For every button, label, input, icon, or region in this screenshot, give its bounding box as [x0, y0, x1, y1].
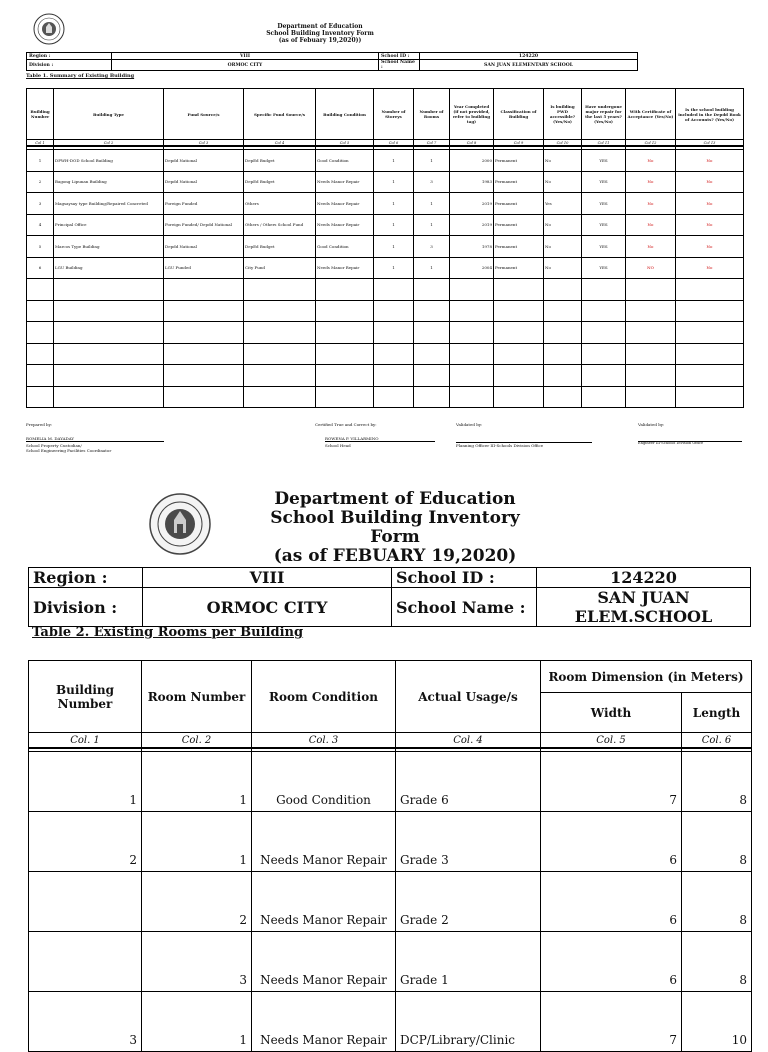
table-cell: Col. 4 [396, 733, 541, 749]
table-cell [54, 343, 164, 365]
table-cell: Grade 6 [396, 752, 541, 812]
table-row [29, 872, 752, 932]
page1-header-table [26, 52, 638, 71]
table-cell [27, 365, 54, 387]
table-cell: Col. 5 [541, 733, 682, 749]
table-cell: YES [582, 257, 626, 279]
table-cell: Is the school building included in the Depdd Book of Accounts? (Yes/No) [676, 89, 744, 140]
table-cell [544, 322, 582, 344]
table-cell: YES [582, 150, 626, 172]
table-cell: Depdd National [164, 171, 244, 193]
table-cell: Col. 3 [252, 733, 396, 749]
page2-header-table [28, 567, 751, 627]
table-cell: Grade 2 [396, 872, 541, 932]
table-cell [494, 386, 544, 408]
table-cell: No [676, 214, 744, 236]
table-cell [54, 322, 164, 344]
table-cell [164, 279, 244, 301]
table-cell: 7 [541, 992, 682, 1052]
table-cell [414, 386, 450, 408]
prepared-by-label: Prepared by: [26, 422, 53, 427]
table-cell: No [544, 214, 582, 236]
table-cell: School ID : [379, 53, 420, 60]
table-cell [582, 365, 626, 387]
prepared-by-name: ROMELIA M. DAYADAY [26, 436, 164, 442]
table-cell: Yes [544, 193, 582, 215]
table-cell [626, 300, 676, 322]
table-cell [29, 932, 142, 992]
table-cell: Good Condition [316, 236, 374, 258]
table-cell [494, 343, 544, 365]
table-cell: 1 [142, 752, 252, 812]
table-cell: VIII [112, 53, 379, 60]
table-cell [494, 300, 544, 322]
table-cell [164, 322, 244, 344]
table-row [27, 171, 744, 193]
table-cell: No [626, 150, 676, 172]
table-cell: Classification of Building [494, 89, 544, 140]
table-cell [27, 386, 54, 408]
table-cell [544, 279, 582, 301]
table2-col-label-row [29, 733, 752, 749]
table-cell: 3 [414, 236, 450, 258]
table-cell: No [676, 193, 744, 215]
table-cell: Region : [27, 53, 112, 60]
table-cell [164, 365, 244, 387]
table-cell: 3 [29, 992, 142, 1052]
table-cell: YES [582, 214, 626, 236]
table-cell [374, 300, 414, 322]
table-cell [316, 322, 374, 344]
table-cell [676, 365, 744, 387]
table-cell: YES [582, 236, 626, 258]
table-cell [316, 279, 374, 301]
table-cell: Division : [29, 588, 143, 627]
table-cell: Foreign Funded [164, 193, 244, 215]
table-cell: No [544, 236, 582, 258]
table-cell: 6 [541, 932, 682, 992]
table-cell: Good Condition [316, 150, 374, 172]
table-row [29, 992, 752, 1052]
table-row [27, 214, 744, 236]
table-cell [676, 279, 744, 301]
table-cell [450, 365, 494, 387]
table-cell: 1 [27, 150, 54, 172]
deped-seal-icon [148, 492, 212, 556]
table-cell: Needs Manor Repair [316, 171, 374, 193]
table-cell [164, 386, 244, 408]
table-cell: 1978 [450, 236, 494, 258]
table-cell [626, 279, 676, 301]
table-cell [626, 386, 676, 408]
table2-header-row-1 [29, 661, 752, 693]
table-cell: 1 [374, 171, 414, 193]
validated2-by-label: Validated by: [638, 422, 665, 427]
table-cell: Needs Manor Repair [316, 214, 374, 236]
table-cell: Room Number [142, 661, 252, 733]
table-cell: No [544, 257, 582, 279]
table-cell: DepEd Budget [244, 171, 316, 193]
table-cell [450, 386, 494, 408]
table-cell: 1983 [450, 171, 494, 193]
table-cell [27, 279, 54, 301]
table-cell: Building Number [29, 661, 142, 733]
table-cell: Room Condition [252, 661, 396, 733]
validated2-by-role: Engineer III-Schools Division Office [638, 441, 704, 445]
table-cell: 1 [374, 193, 414, 215]
table-cell [414, 365, 450, 387]
table-cell: Col 8 [450, 140, 494, 147]
table-cell [626, 322, 676, 344]
table-cell [374, 279, 414, 301]
table-cell: 1 [142, 992, 252, 1052]
table-cell [244, 322, 316, 344]
table-cell [164, 300, 244, 322]
table-cell: SAN JUAN ELEM.SCHOOL [537, 588, 751, 627]
table-cell: No [626, 214, 676, 236]
table-cell: LGU Building [54, 257, 164, 279]
table-cell [316, 343, 374, 365]
table-cell: VIII [143, 568, 392, 588]
table-cell [27, 322, 54, 344]
table-cell: No [626, 171, 676, 193]
table2-existing-rooms [28, 660, 752, 1052]
table-cell: Number of Storeys [374, 89, 414, 140]
table-cell: Col. 2 [142, 733, 252, 749]
table-cell: No [544, 150, 582, 172]
table-cell: SAN JUAN ELEMENTARY SCHOOL [420, 60, 638, 71]
table-cell [244, 343, 316, 365]
table-cell: Needs Manor Repair [252, 872, 396, 932]
table-cell [676, 343, 744, 365]
table-cell: No [676, 236, 744, 258]
table-cell [374, 322, 414, 344]
table-cell: 2019 [450, 193, 494, 215]
table-cell: 124220 [537, 568, 751, 588]
table-cell [244, 365, 316, 387]
table-cell [582, 386, 626, 408]
table-cell [54, 386, 164, 408]
table-cell [450, 300, 494, 322]
table-cell: Length [682, 693, 752, 733]
table-cell: 2 [27, 171, 54, 193]
table-row-empty [27, 343, 744, 365]
table-cell [494, 322, 544, 344]
table-cell [316, 300, 374, 322]
table-cell: With Certificate of Acceptance (Yes/No) [626, 89, 676, 140]
table-cell: YES [582, 171, 626, 193]
table-cell [626, 343, 676, 365]
table-cell: Grade 3 [396, 812, 541, 872]
table-cell [494, 365, 544, 387]
table-row [27, 193, 744, 215]
table-cell: 1 [142, 812, 252, 872]
table1-header-row [27, 89, 744, 140]
table-row-empty [27, 322, 744, 344]
table-cell: Others [244, 193, 316, 215]
table-cell: Magsaysay type Building/Repaired Concreted [54, 193, 164, 215]
table-cell: 4 [27, 214, 54, 236]
table-cell [54, 365, 164, 387]
table-cell [316, 365, 374, 387]
table-cell [582, 322, 626, 344]
table1-caption: Table 1. Summary of Existing Building [26, 73, 135, 79]
table-cell: 8 [682, 872, 752, 932]
certified-by-role: School Head [325, 443, 351, 448]
table-cell: 1 [414, 257, 450, 279]
table-cell: School ID : [392, 568, 537, 588]
table-cell: Division : [27, 60, 112, 71]
table-cell: 124220 [420, 53, 638, 60]
table-cell: Year Completed (if not provided, refer to building tag) [450, 89, 494, 140]
table-cell: Col 11 [582, 140, 626, 147]
table-cell: Col 12 [626, 140, 676, 147]
table-row [27, 257, 744, 279]
table1-existing-buildings [26, 88, 744, 408]
table-cell: Is building PWD accessible? (Yes/No) [544, 89, 582, 140]
table-cell: 2004 [450, 257, 494, 279]
table-cell [544, 343, 582, 365]
table-cell [316, 386, 374, 408]
table-cell: DCP/Library/Clinic [396, 992, 541, 1052]
table-cell: No [626, 236, 676, 258]
table-cell: 1 [29, 752, 142, 812]
table-cell [374, 386, 414, 408]
table-cell: Permanent [494, 214, 544, 236]
table-cell [414, 343, 450, 365]
table-cell: Marcos Type Building [54, 236, 164, 258]
table-cell [29, 872, 142, 932]
table-cell [54, 279, 164, 301]
table-cell [676, 322, 744, 344]
table-cell: Col 3 [164, 140, 244, 147]
table-cell: Col 10 [544, 140, 582, 147]
table-cell: 2019 [450, 214, 494, 236]
table-cell: 8 [682, 812, 752, 872]
table-cell: Region : [29, 568, 143, 588]
table-cell: Number of Rooms [414, 89, 450, 140]
table2-caption: Table 2. Existing Rooms per Building [32, 625, 304, 640]
table-cell: Others / Others School Fund [244, 214, 316, 236]
table-row [29, 932, 752, 992]
table-cell: No [676, 171, 744, 193]
table-cell: DepEd Budget [244, 150, 316, 172]
table-row-empty [27, 279, 744, 301]
table-cell: 1 [414, 193, 450, 215]
table-cell [244, 279, 316, 301]
table-cell: No [626, 193, 676, 215]
table-cell: Needs Manor Repair [316, 257, 374, 279]
page2-title: Department of Education School Building Inventory Form (as of FEBUARY 19,2020) [270, 489, 520, 566]
table-cell [676, 386, 744, 408]
table-cell [450, 343, 494, 365]
table-row-empty [27, 386, 744, 408]
table-cell: Permanent [494, 150, 544, 172]
table-cell [27, 343, 54, 365]
table-cell [626, 365, 676, 387]
table-cell: 2000 [450, 150, 494, 172]
table-cell: Bagong Lipunan Building [54, 171, 164, 193]
table-cell: 1 [374, 150, 414, 172]
validated-by-label: Validated by: [456, 422, 483, 427]
table-cell [450, 322, 494, 344]
table-cell: Building Condition [316, 89, 374, 140]
table-cell: YES [582, 193, 626, 215]
table-cell [582, 300, 626, 322]
table-cell: Permanent [494, 171, 544, 193]
table-cell: Principal Office [54, 214, 164, 236]
table-cell [582, 279, 626, 301]
table-row [27, 150, 744, 172]
table-cell [164, 343, 244, 365]
prepared-by-role: School Property Custodian/ School Engineering Facilities Coordinator [26, 443, 112, 453]
table-cell: Width [541, 693, 682, 733]
table-cell: 6 [27, 257, 54, 279]
table-cell: 2 [142, 872, 252, 932]
table-cell: Building Number [27, 89, 54, 140]
table-cell: Needs Manor Repair [252, 992, 396, 1052]
certified-by-label: Certified True and Correct by: [315, 422, 377, 427]
table-cell: 3 [27, 193, 54, 215]
table-cell: No [676, 150, 744, 172]
table-cell: Fund Source/s [164, 89, 244, 140]
validated-by-role: Planning Officer III-Schools Division Office [456, 443, 544, 448]
table-cell: 5 [27, 236, 54, 258]
table-cell: Col 6 [374, 140, 414, 147]
table-cell: Col. 6 [682, 733, 752, 749]
table-cell: Actual Usage/s [396, 661, 541, 733]
table-cell: 7 [541, 752, 682, 812]
table-cell: 1 [374, 236, 414, 258]
table-cell: 1 [374, 257, 414, 279]
table-cell: DepEd Budget [244, 236, 316, 258]
table-cell: 1 [414, 214, 450, 236]
table-cell: LGU Funded [164, 257, 244, 279]
table-row [27, 236, 744, 258]
certified-by-name: ROWENA P. VILLARMINO [325, 436, 435, 442]
table-cell: Needs Manor Repair [316, 193, 374, 215]
table-cell [544, 386, 582, 408]
table-cell [494, 279, 544, 301]
table-cell: 6 [541, 812, 682, 872]
table-cell: ORMOC CITY [112, 60, 379, 71]
table-cell: Building Type [54, 89, 164, 140]
table-cell: Permanent [494, 257, 544, 279]
table-cell: 10 [682, 992, 752, 1052]
table-cell: Col 2 [54, 140, 164, 147]
table-cell: 3 [142, 932, 252, 992]
table-cell: School Name : [392, 588, 537, 627]
table-cell [414, 279, 450, 301]
table-cell: 1 [414, 150, 450, 172]
table-cell: ORMOC CITY [143, 588, 392, 627]
table-cell [54, 300, 164, 322]
table-cell [244, 386, 316, 408]
table-cell: Depdd National [164, 236, 244, 258]
table-cell: 2 [29, 812, 142, 872]
table-cell: No [676, 257, 744, 279]
table-cell: Needs Manor Repair [252, 812, 396, 872]
table-cell [450, 279, 494, 301]
table-cell: School Name : [379, 60, 420, 71]
table-cell: City Fund [244, 257, 316, 279]
table-cell: Room Dimension (in Meters) [541, 661, 752, 693]
table-cell [414, 322, 450, 344]
table-cell: 6 [541, 872, 682, 932]
table-cell: Depdd National [164, 150, 244, 172]
table-cell [414, 300, 450, 322]
table-cell: Col 4 [244, 140, 316, 147]
table-cell: Specific Fund Source/s [244, 89, 316, 140]
table-cell [676, 300, 744, 322]
table-cell [244, 300, 316, 322]
table-cell: 8 [682, 752, 752, 812]
page1-title: Department of Education School Building Inventory Form (as of Febuary 19,2020)) [266, 23, 374, 44]
table-cell: No [544, 171, 582, 193]
table-cell: DPWH-DOD School Building [54, 150, 164, 172]
table-cell: 1 [374, 214, 414, 236]
table-row-empty [27, 365, 744, 387]
table-cell [27, 300, 54, 322]
table-cell: Col 1 [27, 140, 54, 147]
table-cell: Foreign Funded/ Depdd National [164, 214, 244, 236]
table-cell [582, 343, 626, 365]
table-cell: Col 7 [414, 140, 450, 147]
table-cell: Have undergone major repair for the last 5 years? (Yes/No) [582, 89, 626, 140]
table-row-empty [27, 300, 744, 322]
table-cell: Good Condition [252, 752, 396, 812]
table-row [29, 752, 752, 812]
table-cell: Needs Manor Repair [252, 932, 396, 992]
table-cell: Grade 1 [396, 932, 541, 992]
table-cell: 8 [682, 932, 752, 992]
table-cell [544, 365, 582, 387]
table-cell: 3 [414, 171, 450, 193]
table-cell: Permanent [494, 193, 544, 215]
table-row [29, 812, 752, 872]
table-cell: Col 9 [494, 140, 544, 147]
deped-seal-icon [33, 13, 65, 45]
table-cell: Permanent [494, 236, 544, 258]
table-cell: Col 5 [316, 140, 374, 147]
table-cell [374, 365, 414, 387]
table-cell [544, 300, 582, 322]
table-cell: Col 13 [676, 140, 744, 147]
table-cell: NO [626, 257, 676, 279]
table-cell [374, 343, 414, 365]
table-cell: Col. 1 [29, 733, 142, 749]
